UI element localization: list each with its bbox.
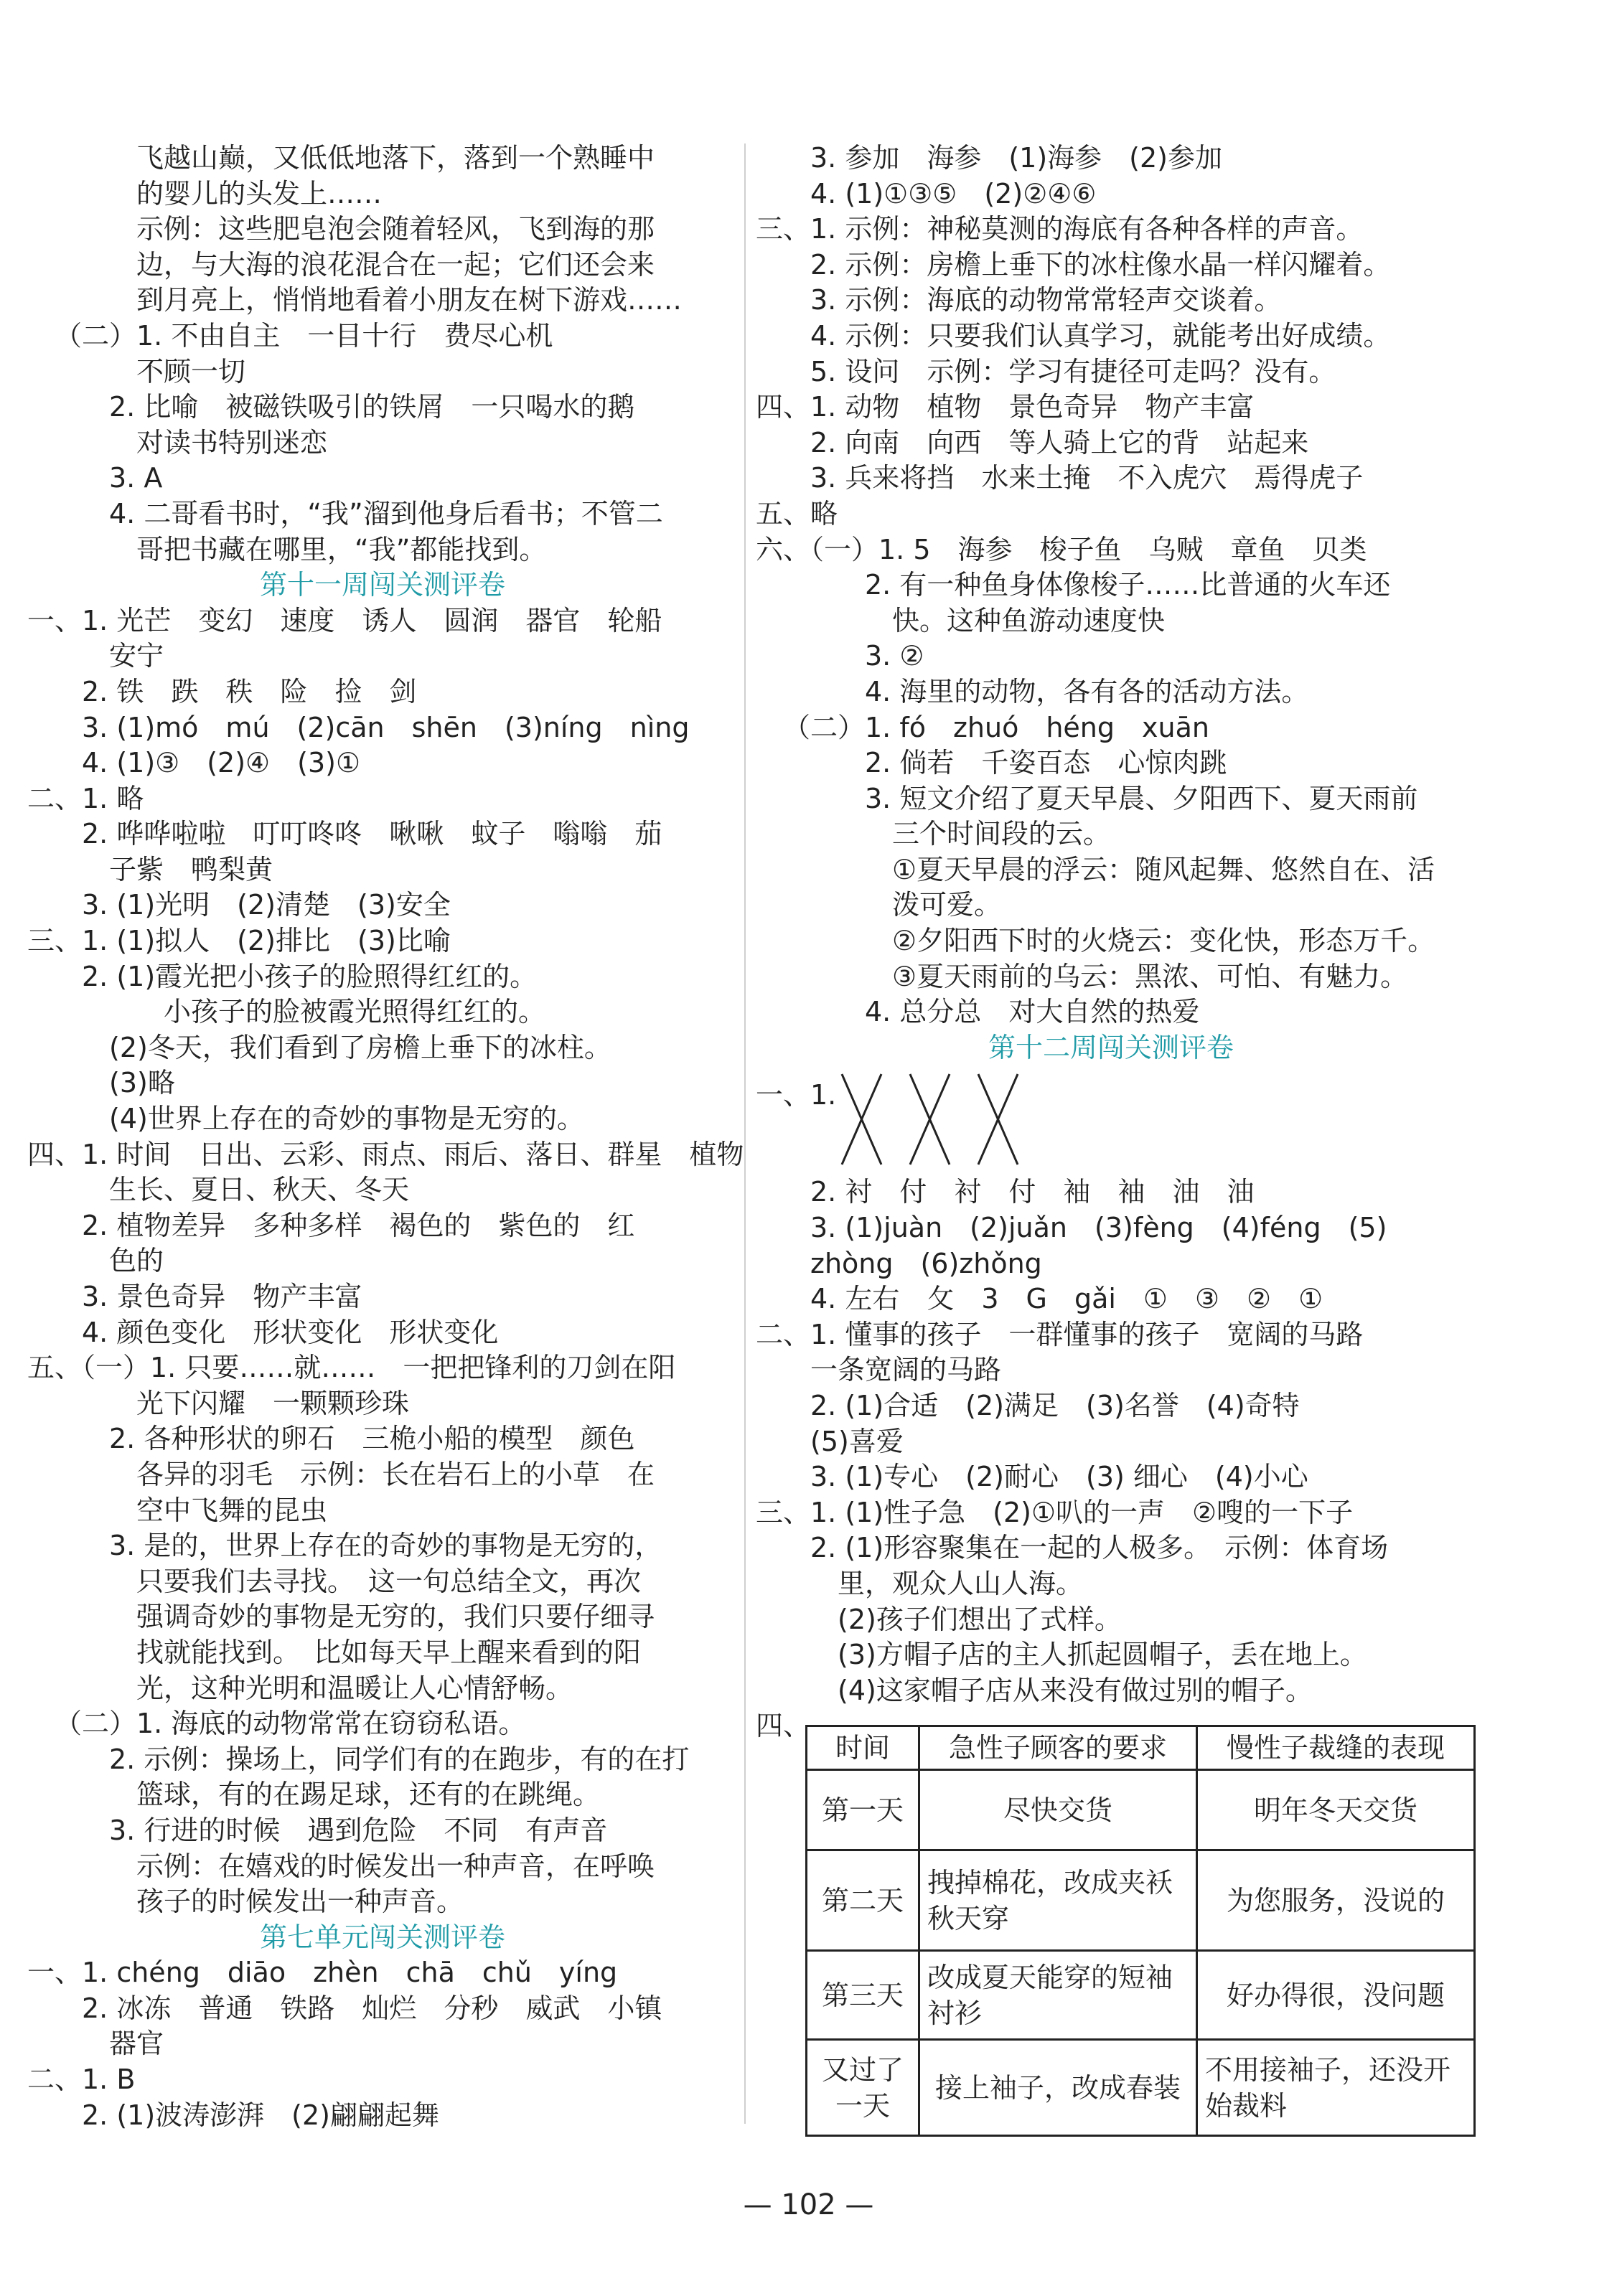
answer-line: 2. 哗哗啦啦 叮叮咚咚 啾啾 蚊子 嗡嗡 茄 [82, 818, 662, 850]
table-row [807, 2040, 1475, 2136]
answer-line: （二）1. fó zhuó héng xuān [783, 711, 1209, 743]
right-column [756, 141, 1466, 1744]
answer-line: 示例：在嬉戏的时候发出一种声音，在呼唤 [136, 1850, 655, 1882]
answer-line: 孩子的时候发出一种声音。 [136, 1886, 464, 1918]
answer-line: 四、 [756, 1710, 811, 1742]
answer-line: 生长、夏日、秋天、冬天 [109, 1174, 410, 1206]
answer-line: 只要我们去寻找。 这一句总结全文，再次 [136, 1565, 642, 1597]
answer-line: 4. 颜色变化 形状变化 形状变化 [82, 1316, 499, 1348]
answer-line: 2. 示例：操场上，同学们有的在跑步，有的在打 [109, 1743, 690, 1775]
answer-line: 哥把书藏在哪里，“我”都能找到。 [136, 533, 547, 565]
answer-line: (5)喜爱 [810, 1425, 904, 1457]
answer-line: (4)这家帽子店从来没有做过别的帽子。 [838, 1674, 1313, 1706]
answer-line: (3)略 [109, 1067, 175, 1099]
matching-exercise-label: 一、1. [756, 1079, 837, 1111]
page-number: — 102 — [743, 2188, 874, 2221]
answer-line: 4. 海里的动物，各有各的活动方法。 [865, 675, 1309, 707]
answer-line: 示例：这些肥皂泡会随着轻风，飞到海的那 [136, 213, 655, 245]
answer-line: 二、1. 略 [27, 782, 144, 814]
answer-line: （二）1. 不由自主 一目十行 费尽心机 [55, 319, 553, 352]
table-cell: 第三天 [807, 1951, 919, 2040]
answer-line: 2. 示例：房檐上垂下的冰柱像水晶一样闪耀着。 [810, 248, 1391, 281]
answer-line: 3. (1)专心 (2)耐心 (3) 细心 (4)小心 [810, 1461, 1308, 1493]
answer-line: 三、1. (1)性子急 (2)①叭的一声 ②嗖的一下子 [756, 1496, 1354, 1528]
answer-line: zhòng (6)zhǒng [810, 1247, 1042, 1279]
answer-line: 2. 衬 付 衬 付 袖 袖 油 油 [810, 1176, 1255, 1208]
table-cell: 改成夏天能穿的短袖衬衫 [919, 1951, 1197, 2040]
answer-line: 4. (1)①③⑤ (2)②④⑥ [810, 177, 1097, 210]
answer-line: 对读书特别迷恋 [136, 426, 328, 458]
answer-line: 不顾一切 [136, 355, 246, 387]
table-cell: 为您服务，没说的 [1197, 1850, 1475, 1951]
matching-cross-lines [828, 1065, 1043, 1173]
answer-line: 的婴儿的头发上…… [136, 177, 383, 210]
table-cell: 第一天 [807, 1770, 919, 1850]
answer-line: 五、略 [756, 497, 838, 530]
answer-line: ②夕阳西下时的火烧云：变化快，形态万千。 [892, 925, 1435, 957]
answer-line: 安宁 [109, 640, 164, 672]
table-cell: 又过了一天 [807, 2040, 919, 2136]
table-row [807, 1850, 1475, 1951]
answer-line: 二、1. 懂事的孩子 一群懂事的孩子 宽阔的马路 [756, 1318, 1364, 1350]
answer-line: 二、1. B [27, 2064, 136, 2096]
answer-line: 到月亮上，悄悄地看着小朋友在树下游戏…… [136, 284, 683, 316]
answer-line: 里，观众人山人海。 [838, 1567, 1084, 1599]
answer-line: 三、1. 示例：神秘莫测的海底有各种各样的声音。 [756, 213, 1364, 245]
answer-line: 一、1. 光芒 变幻 速度 诱人 圆润 器官 轮船 [27, 604, 662, 636]
answer-line: 光，这种光明和温暖让人心情舒畅。 [136, 1672, 573, 1704]
answer-line: 2. 比喻 被磁铁吸引的铁屑 一只喝水的鹅 [109, 391, 635, 423]
answer-line: 器官 [109, 2028, 164, 2060]
answer-line: (4)世界上存在的奇妙的事物是无穷的。 [109, 1103, 584, 1135]
answer-line: 2. (1)霞光把小孩子的脸照得红红的。 [82, 960, 538, 992]
answer-line: 4. 二哥看书时，“我”溜到他身后看书；不管二 [109, 497, 663, 530]
answer-line: 篮球，有的在踢足球，还有的在跳绳。 [136, 1779, 601, 1811]
answer-line: 3. 是的，世界上存在的奇妙的事物是无穷的， [109, 1530, 662, 1562]
answer-line: 2. (1)合适 (2)满足 (3)名誉 (4)奇特 [810, 1390, 1300, 1421]
answer-line: 泼可爱。 [892, 889, 1002, 921]
answer-line: 5. 设问 示例：学习有捷径可走吗？没有。 [810, 355, 1336, 387]
table-header-cell: 时间 [807, 1726, 919, 1770]
table-row [807, 1770, 1475, 1850]
answer-line: 飞越山巅，又低低地落下，落到一个熟睡中 [136, 142, 655, 174]
matching-exercise [756, 1065, 1466, 1175]
answer-line: 2. 倘若 千姿百态 心惊肉跳 [865, 747, 1227, 779]
answer-line: 2. 各种形状的卵石 三桅小船的模型 颜色 [109, 1423, 635, 1455]
section-heading: 第七单元闯关测评卷 [259, 1921, 505, 1953]
answer-line: 2. 冰冻 普通 铁路 灿烂 分秒 威武 小镇 [82, 1992, 662, 2024]
answer-line: 边，与大海的浪花混合在一起；它们还会来 [136, 248, 655, 281]
answer-table [805, 1725, 1476, 2137]
table-header-cell: 急性子顾客的要求 [919, 1726, 1197, 1770]
answer-line: 空中飞舞的昆虫 [136, 1494, 328, 1526]
table-cell: 好办得很，没问题 [1197, 1951, 1475, 2040]
answer-line: （二）1. 海底的动物常常在窃窃私语。 [55, 1708, 526, 1740]
column-divider [744, 144, 746, 2124]
answer-line: 找就能找到。 比如每天早上醒来看到的阳 [136, 1636, 642, 1668]
answer-line: 3. 参加 海参 (1)海参 (2)参加 [810, 142, 1222, 174]
answer-line: (2)孩子们想出了式样。 [838, 1603, 1122, 1635]
answer-line: 2. (1)形容聚集在一起的人极多。 示例：体育场 [810, 1532, 1389, 1564]
answer-line: 小孩子的脸被霞光照得红红的。 [164, 996, 546, 1028]
answer-line: 四、1. 时间 日出、云彩、雨点、雨后、落日、群星 植物 [27, 1138, 744, 1170]
answer-line: 4. 左右 攵 3 G gǎi ① ③ ② ① [810, 1283, 1323, 1315]
section-heading: 第十二周闯关测评卷 [988, 1031, 1234, 1063]
table-header-cell: 慢性子裁缝的表现 [1197, 1726, 1475, 1770]
table-cell: 明年冬天交货 [1197, 1770, 1475, 1850]
answer-line: 一条宽阔的马路 [810, 1354, 1002, 1386]
answer-line: 2. 植物差异 多种多样 褐色的 紫色的 红 [82, 1209, 635, 1241]
answer-line: 3. 兵来将挡 水来土掩 不入虎穴 焉得虎子 [810, 462, 1364, 494]
answer-line: (3)方帽子店的主人抓起圆帽子，丢在地上。 [838, 1639, 1367, 1671]
answer-line: 一、1. chéng diāo zhèn chā chǔ yíng [27, 1957, 618, 1989]
answer-line: 4. 总分总 对大自然的热爱 [865, 996, 1200, 1028]
answer-line: 2. 向南 向西 等人骑上它的背 站起来 [810, 426, 1309, 458]
answer-line: 4. 示例：只要我们认真学习，就能考出好成绩。 [810, 319, 1391, 352]
table-cell: 接上袖子，改成春装 [919, 2040, 1197, 2136]
answer-line: 4. (1)③ (2)④ (3)① [82, 747, 361, 779]
answer-line: (2)冬天，我们看到了房檐上垂下的冰柱。 [109, 1031, 611, 1063]
answer-line: 3. 示例：海底的动物常常轻声交谈着。 [810, 284, 1282, 316]
table-cell: 拽掉棉花，改成夹袄秋天穿 [919, 1850, 1197, 1951]
answer-line: 五、（一）1. 只要……就…… 一把把锋利的刀剑在阳 [27, 1352, 676, 1384]
answer-line: ①夏天早晨的浮云：随风起舞、悠然自在、活 [892, 853, 1435, 885]
section-heading: 第十一周闯关测评卷 [259, 569, 505, 601]
answer-line: 3. ② [865, 640, 924, 672]
answer-line: 六、（一）1. 5 海参 梭子鱼 乌贼 章鱼 贝类 [756, 533, 1367, 565]
answer-line: 光下闪耀 一颗颗珍珠 [136, 1387, 410, 1419]
right-column-part-b [756, 1175, 1466, 1744]
answer-line: ③夏天雨前的乌云：黑浓、可怕、有魅力。 [892, 960, 1408, 992]
table-cell: 不用接袖子，还没开始裁料 [1197, 2040, 1475, 2136]
answer-line: 快。这种鱼游动速度快 [892, 604, 1166, 636]
left-column [27, 141, 744, 2133]
answer-line: 色的 [109, 1245, 164, 1277]
table-header-row [807, 1726, 1475, 1770]
answer-line: 3. (1)mó mú (2)cān shēn (3)níng nìng [82, 711, 690, 743]
answer-line: 2. 有一种鱼身体像梭子……比普通的火车还 [865, 569, 1391, 601]
right-column-part-a [756, 141, 1466, 1065]
table-cell: 尽快交货 [919, 1770, 1197, 1850]
table-row [807, 1951, 1475, 2040]
answer-line: 四、1. 动物 植物 景色奇异 物产丰富 [756, 391, 1255, 423]
answer-line: 3. 景色奇异 物产丰富 [82, 1281, 362, 1312]
answer-line: 3. 短文介绍了夏天早晨、夕阳西下、夏天雨前 [865, 782, 1418, 814]
answer-line: 三个时间段的云。 [892, 818, 1111, 850]
answer-line: 3. 行进的时候 遇到危险 不同 有声音 [109, 1814, 608, 1846]
answer-line: 3. (1)光明 (2)清楚 (3)安全 [82, 889, 451, 921]
answer-line: 3. (1)juàn (2)juǎn (3)fèng (4)féng (5) [810, 1212, 1387, 1244]
table-cell: 第二天 [807, 1850, 919, 1951]
answer-line: 子紫 鸭梨黄 [109, 853, 273, 885]
answer-line: 2. 铁 跌 秩 险 捡 剑 [82, 675, 417, 707]
answer-line: 三、1. (1)拟人 (2)排比 (3)比喻 [27, 925, 451, 957]
answer-line: 2. (1)波涛澎湃 (2)翩翩起舞 [82, 2099, 439, 2131]
answer-line: 3. A [109, 462, 163, 494]
answer-line: 各异的羽毛 示例：长在岩石上的小草 在 [136, 1458, 655, 1490]
answer-line: 强调奇妙的事物是无穷的，我们只要仔细寻 [136, 1601, 655, 1633]
